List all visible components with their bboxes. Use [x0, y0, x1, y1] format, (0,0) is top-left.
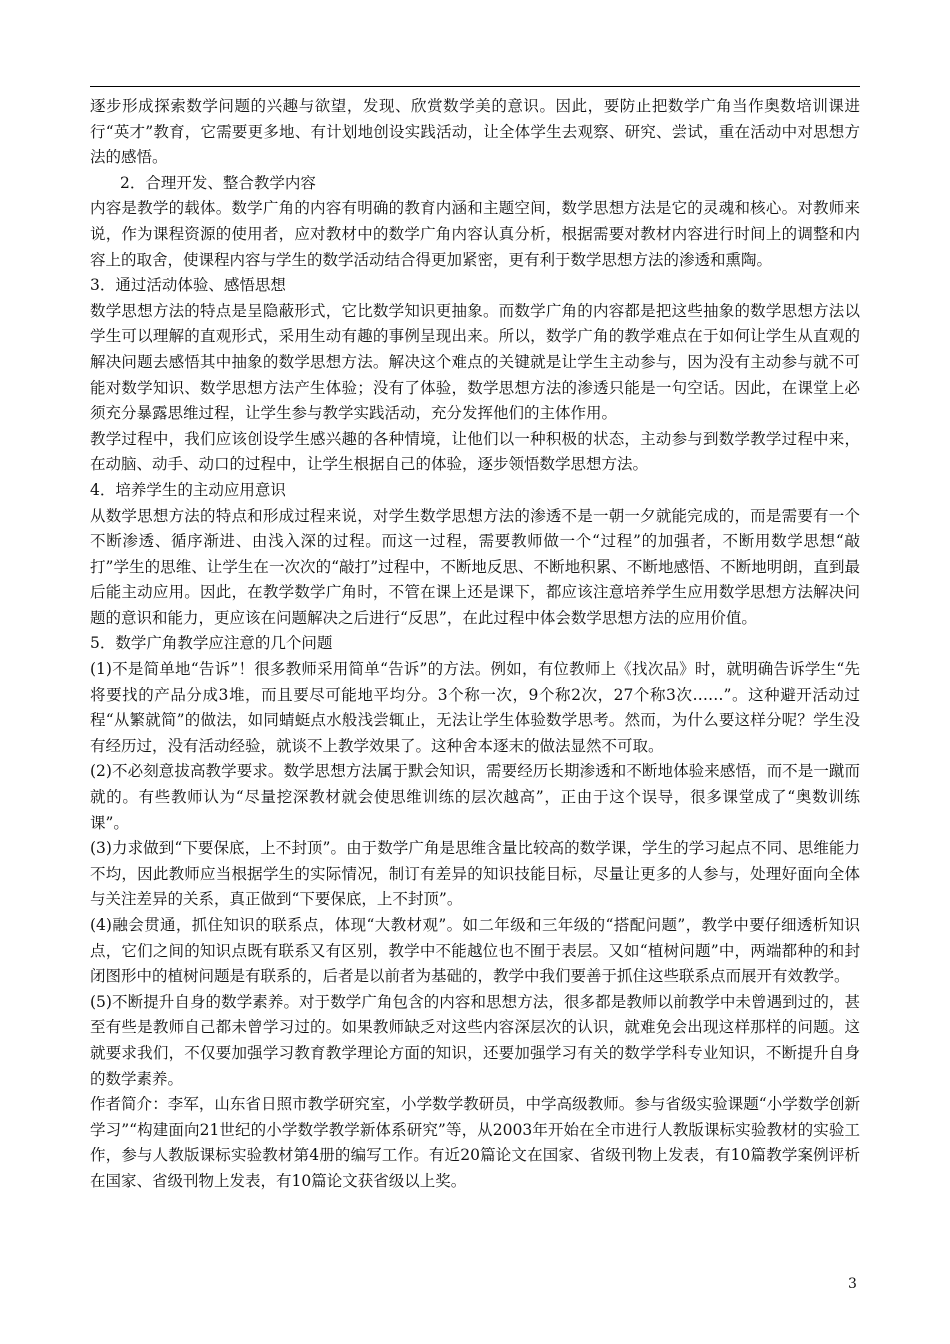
paragraph: (3)力求做到“下要保底，上不封顶”。由于数学广角是思维含量比较高的数学课，学生的学习起点不同、思维能力不均，因此教师应当根据学生的实际情况，制订有差异的知识技能目标，尽量让更多的人参与，处理好面向全体与关注差异的关系，真正做到“下要保底，上不封顶”。 [90, 839, 860, 909]
paragraph: 数学思想方法的特点是呈隐蔽形式，它比数学知识更抽象。而数学广角的内容都是把这些抽象的数学思想方法以学生可以理解的直观形式，采用生动有趣的事例呈现出来。所以，数学广角的教学难点在于如何让学生从直观的解决问题去感悟其中抽象的数学思想方法。解决这个难点的关键就是让学生主动参与，因为没有主动参与就不可能对数学知识、数学思想方法产生体验；没有了体验，数学思想方法的渗透只能是一句空话。因此，在课堂上必须充分暴露思维过程，让学生参与教学实践活动，充分发挥他们的主体作用。 [90, 301, 860, 423]
document-body [90, 94, 860, 1195]
section-heading: 4．培养学生的主动应用意识 [90, 480, 286, 499]
section-heading: 3．通过活动体验、感悟思想 [90, 276, 286, 295]
section-heading: 2．合理开发、整合教学内容 [120, 173, 316, 192]
section-heading: 5．数学广角教学应注意的几个问题 [90, 634, 333, 653]
paragraph: 逐步形成探索数学问题的兴趣与欲望，发现、欣赏数学美的意识。因此，要防止把数学广角当作奥数培训课进行“英才”教育，它需要更多地、有计划地创设实践活动，让全体学生去观察、研究、尝试，重在活动中对思想方法的感悟。 [90, 97, 860, 167]
author-bio: 作者简介：李军，山东省日照市教学研究室，小学数学教研员，中学高级教师。参与省级实验课题“小学数学创新学习”“构建面向21世纪的小学数学教学新体系研究”等，从2003年开始在全市进行人教版课标实验教材的实验工作，参与人教版课标实验教材第4册的编写工作。有近20篇论文在国家、省级刊物上发表，有10篇教学案例评析在国家、省级刊物上发表，有10篇论文获省级以上奖。 [90, 1095, 860, 1190]
paragraph: (5)不断提升自身的数学素养。对于数学广角包含的内容和思想方法，很多都是教师以前教学中未曾遇到过的，甚至有些是教师自己都未曾学习过的。如果教师缺乏对这些内容深层次的认识，就难免会出现这样那样的问题。这就要求我们，不仅要加强学习教育教学理论方面的知识，还要加强学习有关的数学学科专业知识，不断提升自身的数学素养。 [90, 992, 860, 1088]
paragraph: 教学过程中，我们应该创设学生感兴趣的各种情境，让他们以一种积极的状态，主动参与到数学教学过程中来，在动脑、动手、动口的过程中，让学生根据自己的体验，逐步领悟数学思想方法。 [90, 429, 860, 474]
header-rule [90, 86, 860, 87]
page-number: 3 [848, 1276, 857, 1292]
paragraph: (1)不是简单地“告诉”！很多教师采用简单“告诉”的方法。例如，有位教师上《找次品》时，就明确告诉学生“先将要找的产品分成3堆，而且要尽可能地平均分。3个称一次，9个称2次，27个称3次……”。这种避开活动过程“从繁就简”的做法，如同蜻蜓点水般浅尝辄止，无法让学生体验数学思考。然而，为什么要这样分呢？学生没有经历过，没有活动经验，就谈不上教学效果了。这种舍本逐末的做法显然不可取。 [90, 660, 860, 755]
paragraph: (4)融会贯通，抓住知识的联系点，体现“大教材观”。如二年级和三年级的“搭配问题”，教学中要仔细透析知识点，它们之间的知识点既有联系又有区别，教学中不能越位也不囿于表层。又如“植树问题”中，两端都种的和封闭图形中的植树问题是有联系的，后者是以前者为基础的，教学中我们要善于抓住这些联系点而展开有效教学。 [90, 916, 860, 986]
paragraph: 从数学思想方法的特点和形成过程来说，对学生数学思想方法的渗透不是一朝一夕就能完成的，而是需要有一个不断渗透、循序渐进、由浅入深的过程。而这一过程，需要教师做一个“过程”的加强者，不断用数学思想“敲打”学生的思维、让学生在一次次的“敲打”过程中，不断地反思、不断地积累、不断地感悟、不断地明朗，直到最后能主动应用。因此，在教学数学广角时，不管在课上还是课下，都应该注意培养学生应用数学思想方法解决问题的意识和能力，更应该在问题解决之后进行“反思”，在此过程中体会数学思想方法的应用价值。 [90, 506, 860, 627]
paragraph: 内容是教学的载体。数学广角的内容有明确的教育内涵和主题空间，数学思想方法是它的灵魂和核心。对教师来说，作为课程资源的使用者，应对教材中的数学广角内容认真分析，根据需要对教材内容进行时间上的调整和内容上的取舍，使课程内容与学生的数学活动结合得更加紧密，更有利于数学思想方法的渗透和熏陶。 [90, 199, 860, 269]
paragraph: (2)不必刻意拔高教学要求。数学思想方法属于默会知识，需要经历长期渗透和不断地体验来感悟，而不是一蹴而就的。有些教师认为“尽量挖深教材就会使思维训练的层次越高”，正由于这个误导，很多课堂成了“奥数训练课”。 [90, 762, 860, 832]
